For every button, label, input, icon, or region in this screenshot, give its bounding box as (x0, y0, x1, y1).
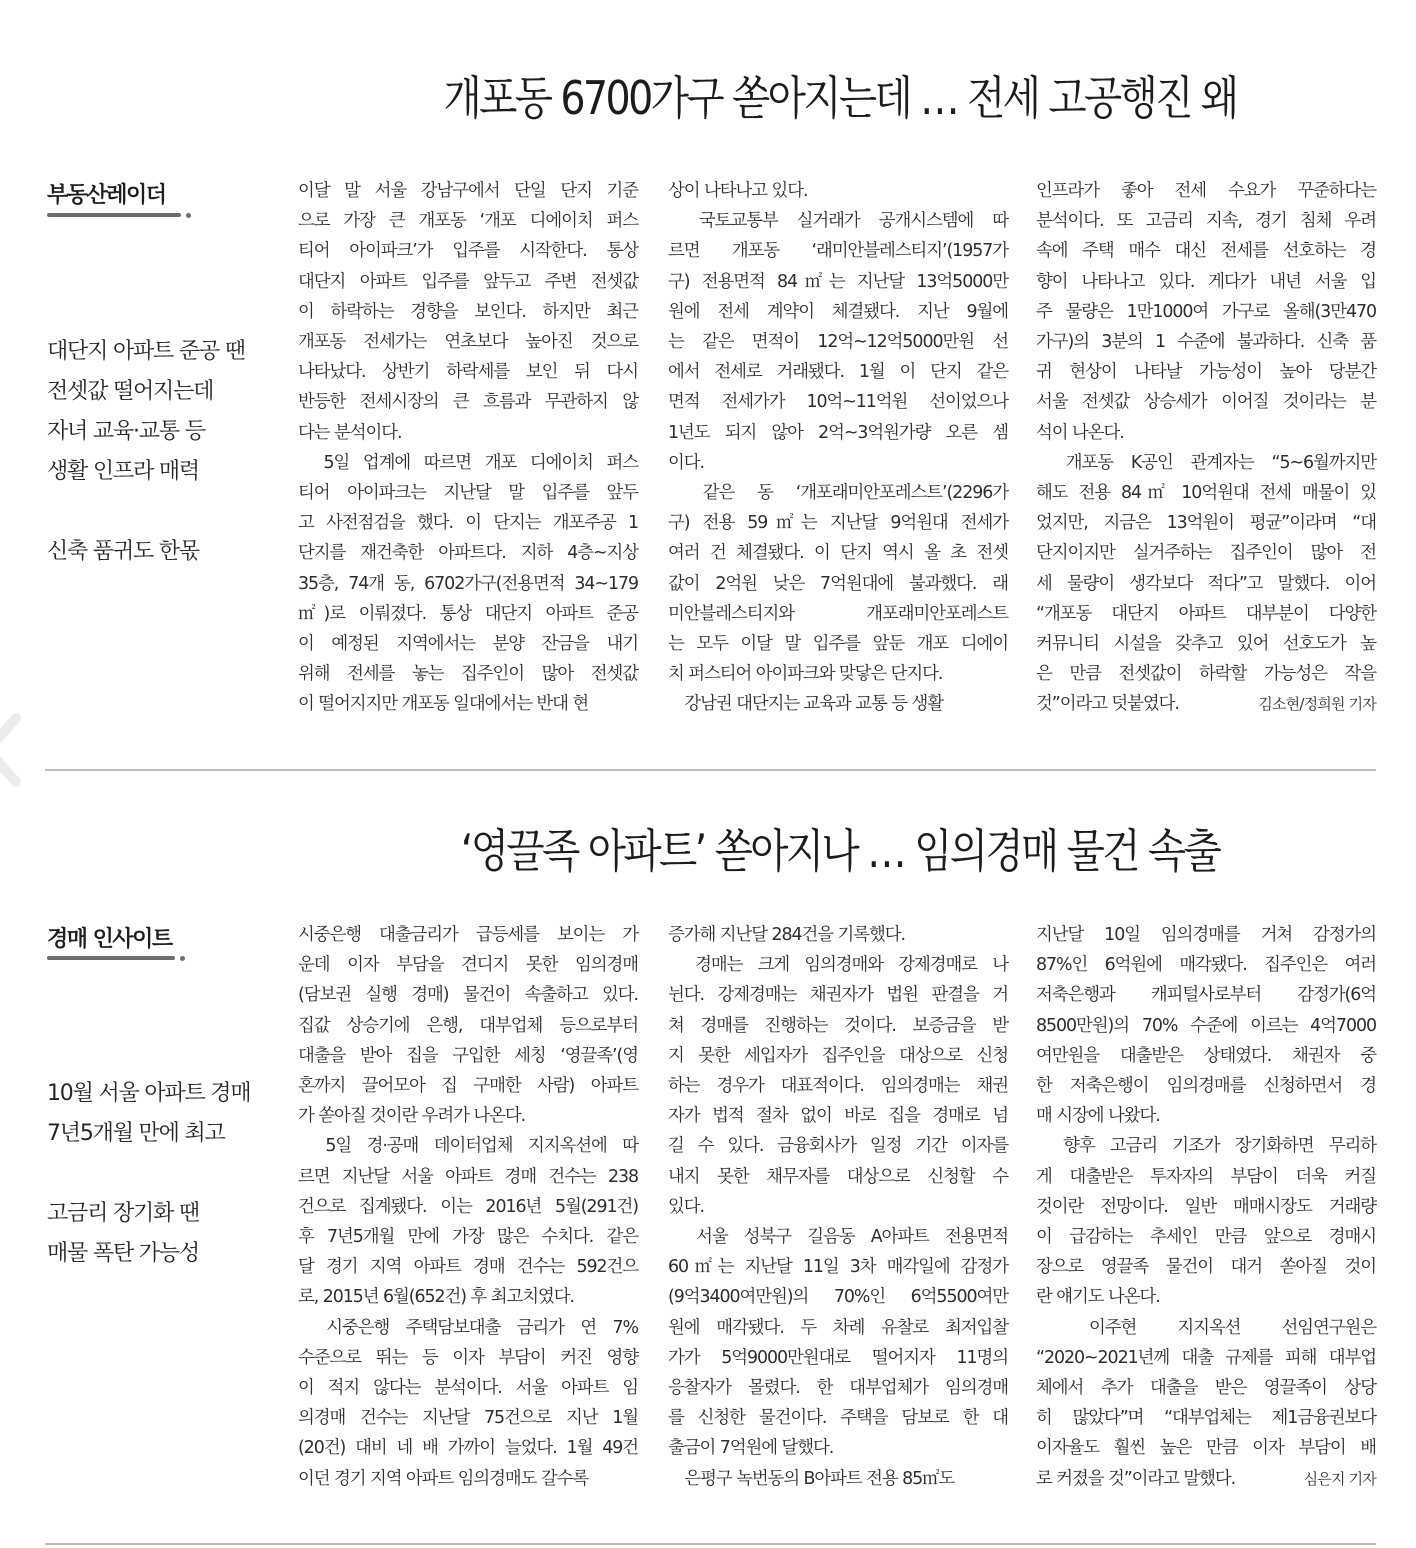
text-line: (담보권 실행 경매) 물건이 속출하고 있다. (298, 985, 638, 1006)
text-line: 구) 전용면적 84㎡는 지난달 13억5000만 (668, 271, 1008, 292)
text-line: 로, 2015년 6월(652건) 후 최고치였다. (298, 1287, 574, 1308)
chevron-left-icon (0, 700, 42, 800)
text-line: 티어 아이파크’가 입주를 시작한다. 통상 (298, 241, 638, 262)
text-line: 이 적지 않다는 분석이다. 서울 아파트 임 (298, 1378, 638, 1399)
text-line: 경매는 크게 임의경매와 강제경매로 나 (668, 955, 1008, 976)
text-line: 커뮤니티 시설을 갖추고 있어 선호도가 높 (1036, 634, 1376, 655)
text-line: 값이 2억원 낮은 7억원대에 불과했다. 래 (668, 573, 1008, 594)
article-column-3 (1036, 920, 1376, 1494)
subhead-group (47, 532, 287, 572)
text-line: 히 많았다”며 “대부업체는 제1금융권보다 (1036, 1408, 1376, 1429)
text-line: 5일 경·공매 데이터업체 지지옥션에 따 (298, 1136, 638, 1157)
article-divider (45, 769, 1376, 771)
text-line: 개포동 K공인 관계자는 “5~6월까지만 (1036, 452, 1376, 473)
text-line: 개포동 전세가는 연초보다 높아진 것으로 (298, 332, 638, 353)
text-line: 란 얘기도 나온다. (1036, 1287, 1160, 1308)
text-line: “2020~2021년께 대출 규제를 피해 대부업 (1036, 1347, 1376, 1368)
text-line-with-byline (1036, 689, 1376, 719)
text-line: 분석이다. 또 고금리 지속, 경기 침체 우려 (1036, 211, 1376, 232)
text-line: 다는 분석이다. (298, 422, 402, 443)
text-line: 있다. (668, 1196, 704, 1217)
section-label: 부동산레이더 (47, 183, 166, 208)
text-line: 티어 아이파크는 지난달 말 입주를 앞두 (298, 483, 638, 504)
text-line: 건으로 집계됐다. 이는 2016년 5월(291건) (298, 1196, 638, 1217)
text-line: 길 수 있다. 금융회사가 일정 기간 이자를 (668, 1136, 1008, 1157)
text-line: 면적 전세가가 10억~11억원 선이었으나 (668, 392, 1008, 413)
page-bottom-divider (45, 1543, 1376, 1545)
text-line: 가구)의 3분의 1 수준에 불과하다. 신축 품 (1036, 332, 1376, 353)
text-line: 단지를 재건축한 아파트다. 지하 4층~지상 (298, 543, 638, 564)
text-line: 상이 나타나고 있다. (668, 181, 808, 201)
text-line: 강남권 대단지는 교육과 교통 등 생활 (668, 694, 943, 715)
text-line: 후 7년5개월 만에 가장 많은 수치다. 같은 (298, 1227, 638, 1248)
subhead-line: 대단지 아파트 준공 땐 (47, 339, 245, 364)
text-line: 하는 경우가 대표적이다. 임의경매는 채권 (668, 1076, 1008, 1097)
text-line: (20건) 대비 네 배 가까이 늘었다. 1월 49건 (298, 1438, 638, 1459)
text-line: 국토교통부 실거래가 공개시스템에 따 (668, 211, 1008, 232)
text-line: 향이 나타나고 있다. 게다가 내년 서울 입 (1036, 271, 1376, 292)
text-line: 이 급감하는 추세인 만큼 앞으로 경매시 (1036, 1227, 1376, 1248)
text-line: 이다. (668, 452, 704, 473)
text-line: “개포동 대단지 아파트 대부분이 다양한 (1036, 603, 1376, 624)
text-line: 이 예정된 지역에서는 분양 잔금을 내기 (298, 634, 638, 655)
text-line: 르면 개포동 ‘래미안블레스티지’(1957가 (668, 241, 1008, 262)
text-line: 귀 현상이 나타날 가능성이 높아 당분간 (1036, 362, 1376, 383)
text-line-with-byline (1036, 1464, 1376, 1494)
text-line: 석이 나온다. (1036, 422, 1124, 443)
subhead-group (47, 1194, 287, 1274)
text-line: 가가 5억9000만원대로 떨어지자 11명의 (668, 1347, 1008, 1368)
text-line: 반등한 전세시장의 큰 흐름과 무관하지 않 (298, 392, 638, 413)
text-line: 었지만, 지금은 13억원이 평균”이라며 “대 (1036, 513, 1376, 534)
subhead-group (47, 332, 287, 492)
subhead-line: 고금리 장기화 땐 (47, 1201, 199, 1226)
text-line: (9억3400여만원)의 70%인 6억5500여만 (668, 1287, 1008, 1308)
text-line: 위해 전세를 놓는 집주인이 많아 전셋값 (298, 664, 638, 685)
text-line: 지난달 10일 임의경매를 거쳐 감정가의 (1036, 925, 1376, 945)
text-line: 한 저축은행이 임의경매를 신청하면서 경 (1036, 1076, 1376, 1097)
text-line: 단지이지만 실거주하는 집주인이 많아 전 (1036, 543, 1376, 564)
section-label-underline (47, 956, 175, 960)
text-line: 이 떨어지지만 개포동 일대에서는 반대 현 (298, 694, 589, 715)
text-line: 응찰자가 몰렸다. 한 대부업체가 임의경매 (668, 1378, 1008, 1399)
text-line: 장으로 영끌족 물건이 대거 쏟아질 것이 (1036, 1257, 1376, 1278)
text-line: 증가해 지난달 284건을 기록했다. (668, 925, 905, 945)
text-line: 로 커졌을 것”이라고 말했다. (1036, 1468, 1236, 1489)
text-line: 치 퍼스티어 아이파크와 맞닿은 단지다. (668, 664, 943, 685)
text-line: 이주현 지지옥션 선임연구원은 (1036, 1317, 1376, 1338)
text-line: 세 물량이 생각보다 적다”고 말했다. 이어 (1036, 573, 1376, 594)
text-line: 35층, 74개 동, 6702가구(전용면적 34~179 (298, 573, 638, 594)
text-line: ㎡)로 이뤄졌다. 통상 대단지 아파트 준공 (298, 603, 638, 624)
text-line: 대출을 받아 집을 구입한 세칭 ‘영끌족’(영 (298, 1045, 638, 1066)
text-line: 미안블레스티지와 개포래미안포레스트 (668, 603, 1008, 624)
text-line: 은평구 녹번동의 B아파트 전용 85㎡도 (668, 1468, 955, 1489)
text-line: 저축은행과 캐피털사로부터 감정가(6억 (1036, 985, 1376, 1006)
text-line: 구) 전용 59㎡는 지난달 9억원대 전세가 (668, 513, 1008, 534)
text-line: 시중은행 대출금리가 급등세를 보이는 가 (298, 925, 638, 945)
article-column-1 (298, 176, 638, 720)
article-subheads (47, 1074, 287, 1314)
previous-page-button[interactable] (0, 700, 42, 800)
subhead-line: 생활 인프라 매력 (47, 459, 199, 484)
reporter-byline: 김소현/정희원 기자 (1258, 695, 1376, 714)
text-line: 해도 전용 84㎡ 10억원대 전세 매물이 있 (1036, 483, 1376, 504)
text-line: 출금이 7억원에 달했다. (668, 1438, 834, 1459)
subhead-line: 10월 서울 아파트 경매 (47, 1081, 251, 1106)
text-line: 체에서 추가 대출을 받은 영끌족이 상당 (1036, 1378, 1376, 1399)
text-line: 60㎡는 지난달 11일 3차 매각일에 감정가 (668, 1257, 1008, 1278)
text-line: 으로 가장 큰 개포동 ‘개포 디에이치 퍼스 (298, 211, 638, 232)
text-line: 는 모두 이달 말 입주를 앞둔 개포 디에이 (668, 634, 1008, 655)
text-line: 이달 말 서울 강남구에서 단일 단지 기준 (298, 181, 638, 201)
text-line: 여만원을 대출받은 상태였다. 채권자 중 (1036, 1045, 1376, 1066)
section-label-dot (180, 956, 185, 961)
text-line: 나타났다. 상반기 하락세를 보인 뒤 다시 (298, 362, 638, 383)
text-line: 내지 못한 채무자를 대상으로 신청할 수 (668, 1166, 1008, 1187)
text-line: 인프라가 좋아 전세 수요가 꾸준하다는 (1036, 181, 1376, 201)
text-line: 매 시장에 나왔다. (1036, 1106, 1160, 1127)
subhead-line: 매물 폭탄 가능성 (47, 1241, 199, 1266)
text-line: 이 하락하는 경향을 보인다. 하지만 최근 (298, 301, 638, 322)
text-line: 1년도 되지 않아 2억~3억원가량 오른 셈 (668, 422, 1008, 443)
article-column-2 (668, 176, 1008, 720)
text-line: 지 못한 세입자가 집주인을 대상으로 신청 (668, 1045, 1008, 1066)
subhead-group (47, 1074, 287, 1154)
text-line: 여러 건 체결됐다. 이 단지 역시 올 초 전셋 (668, 543, 1008, 564)
text-line: 주 물량은 1만1000여 가구로 올해(3만470 (1036, 301, 1376, 322)
section-label: 경매 인사이트 (47, 927, 172, 952)
text-line: 이던 경기 지역 아파트 임의경매도 갈수록 (298, 1468, 589, 1489)
text-line: 원에 매각됐다. 두 차례 유찰로 최저입찰 (668, 1317, 1008, 1338)
article-subheads (47, 332, 287, 612)
text-line: 것이란 전망이다. 일반 매매시장도 거래량 (1036, 1196, 1376, 1217)
text-line: 의경매 건수는 지난달 75건으로 지난 1월 (298, 1408, 638, 1429)
subhead-line: 7년5개월 만에 최고 (47, 1121, 225, 1146)
text-line: 를 신청한 물건이다. 주택을 담보로 한 대 (668, 1408, 1008, 1429)
text-line: 집값 상승기에 은행, 대부업체 등으로부터 (298, 1015, 638, 1036)
text-line: 대단지 아파트 입주를 앞두고 주변 전셋값 (298, 271, 638, 292)
article-column-1 (298, 920, 638, 1494)
text-line: 는 같은 면적이 12억~12억5000만원 선 (668, 332, 1008, 353)
text-line: 혼까지 끌어모아 집 구매한 사람) 아파트 (298, 1076, 638, 1097)
article-column-3 (1036, 176, 1376, 720)
article-headline: ‘영끌족 아파트’ 쏟아지나 … 임의경매 물건 속출 (460, 824, 1220, 878)
text-line: 운데 이자 부담을 견디지 못한 임의경매 (298, 955, 638, 976)
text-line: 이자율도 훨씬 높은 만큼 이자 부담이 배 (1036, 1438, 1376, 1459)
reporter-byline: 심은지 기자 (1303, 1469, 1376, 1488)
text-line: 같은 동 ‘개포래미안포레스트’(2296가 (668, 483, 1008, 504)
subhead-line: 신축 품귀도 한몫 (47, 539, 199, 564)
text-line: 에서 전세로 거래됐다. 1월 이 단지 같은 (668, 362, 1008, 383)
subhead-line: 자녀 교육·교통 등 (47, 419, 205, 444)
section-label-underline (47, 213, 181, 217)
text-line: 8500만원)의 70% 수준에 이르는 4억7000 (1036, 1015, 1376, 1036)
text-line: 향후 고금리 기조가 장기화하면 무리하 (1036, 1136, 1376, 1157)
text-line: 은 만큼 전셋값이 하락할 가능성은 작을 (1036, 664, 1376, 685)
text-line: 서울 전셋값 상승세가 이어질 것이라는 분 (1036, 392, 1376, 413)
text-line: 게 대출받은 투자자의 부담이 더욱 커질 (1036, 1166, 1376, 1187)
text-line: 시중은행 주택담보대출 금리가 연 7% (298, 1317, 638, 1338)
text-line: 서울 성북구 길음동 A아파트 전용면적 (668, 1227, 1008, 1248)
text-line: 쳐 경매를 진행하는 것이다. 보증금을 받 (668, 1015, 1008, 1036)
section-label-dot (186, 213, 191, 218)
text-line: 고 사전점검을 했다. 이 단지는 개포주공 1 (298, 513, 638, 534)
text-line: 자가 법적 절차 없이 바로 집을 경매로 넘 (668, 1106, 1008, 1127)
text-line: 가 쏟아질 것이란 우려가 나온다. (298, 1106, 526, 1127)
text-line: 원에 전세 계약이 체결됐다. 지난 9월에 (668, 301, 1008, 322)
text-line: 5일 업계에 따르면 개포 디에이치 퍼스 (298, 452, 638, 473)
text-line: 것”이라고 덧붙였다. (1036, 694, 1179, 715)
text-line: 르면 지난달 서울 아파트 경매 건수는 238 (298, 1166, 638, 1187)
text-line: 속에 주택 매수 대신 전세를 선호하는 경 (1036, 241, 1376, 262)
text-line: 수준으로 뛰는 등 이자 부담이 커진 영향 (298, 1347, 638, 1368)
article-column-2 (668, 920, 1008, 1494)
article-headline: 개포동 6700가구 쏟아지는데 … 전세 고공행진 왜 (443, 71, 1237, 125)
text-line: 뉜다. 강제경매는 채권자가 법원 판결을 거 (668, 985, 1008, 1006)
text-line: 달 경기 지역 아파트 경매 건수는 592건으 (298, 1257, 638, 1278)
subhead-line: 전셋값 떨어지는데 (47, 379, 214, 404)
text-line: 87%인 6억원에 매각됐다. 집주인은 여러 (1036, 955, 1376, 976)
